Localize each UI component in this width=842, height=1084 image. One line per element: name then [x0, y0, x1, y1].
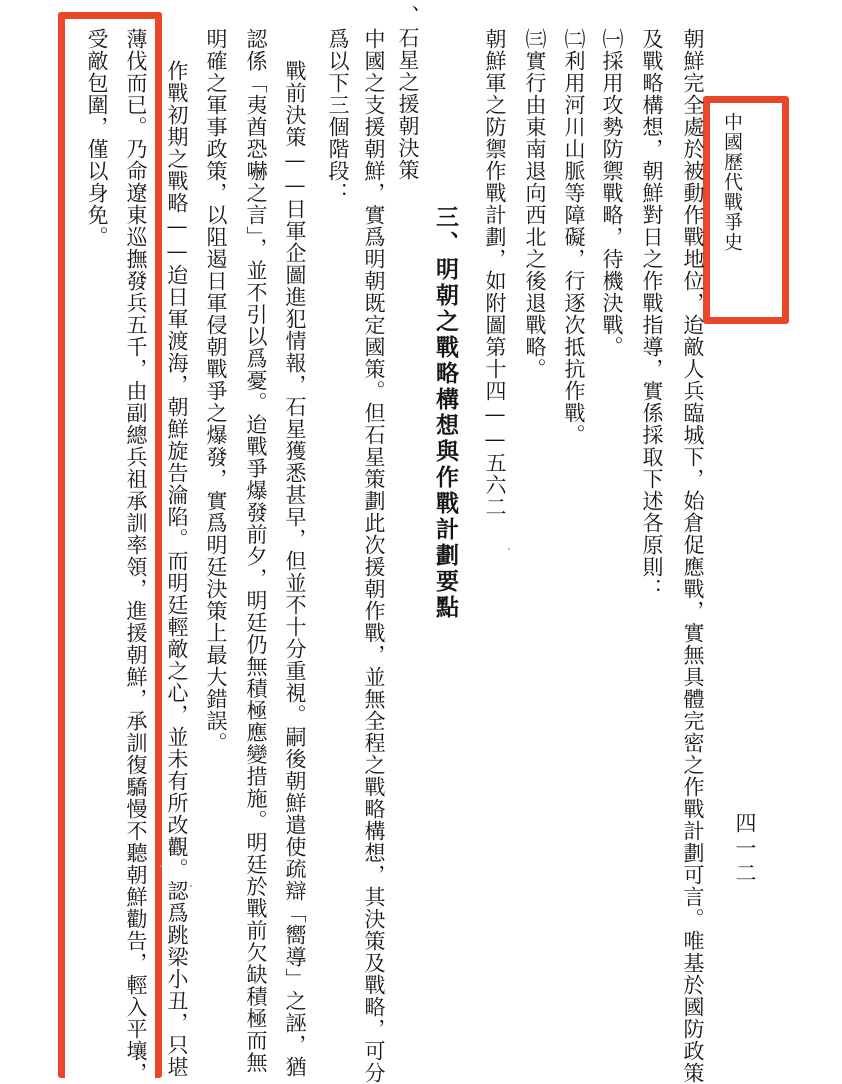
- text-column-13: 薄伐而已。乃命遼東巡撫發兵五千，由副總兵祖承訓率領，進援朝鮮，承訓復驕慢不聽朝鮮勸告，輕入平壤，: [124, 28, 148, 1084]
- book-title: 中國歷代戰爭史: [721, 112, 743, 252]
- text-column-11: 明確之軍事政策，以阻遏日軍侵朝戰爭之爆發，實爲明廷決策上最大錯誤。: [204, 28, 228, 754]
- text-column-14: 受敵包圍，僅以身免。: [85, 28, 109, 248]
- scan-speck: [508, 548, 510, 550]
- text-column-4: ㈡利用河川山脈等障礙，行逐次抵抗作戰。: [562, 28, 586, 446]
- text-column-2: 及戰略構想，朝鮮對日之作戰指導，實係採取下述各原則：: [640, 28, 664, 600]
- scan-speck: [160, 865, 162, 867]
- text-column-12: 作戰初期之戰略——迨日軍渡海，朝鮮旋告淪陷。而明廷輕敵之心，並未有所改觀。認爲跳梁小丑，只堪: [165, 60, 189, 1078]
- subsection-heading: 、石星之援朝決策: [396, 5, 420, 181]
- text-column-5: ㈢實行由東南退向西北之後退戰略。: [523, 28, 547, 380]
- text-column-6: 朝鮮軍之防禦作戰計劃，如附圖第十四——五六二: [483, 28, 507, 518]
- text-column-8: 爲以下三個階段：: [326, 28, 350, 204]
- scan-speck: [190, 885, 192, 887]
- text-column-3: ㈠採用攻勢防禦戰略，待機決戰。: [600, 28, 624, 358]
- text-column-9: 戰前決策——日軍企圖進犯情報，石星獲悉甚早，但並不十分重視。嗣後朝鮮遣使疏辯「嚮導」之誣，猶: [283, 60, 307, 1078]
- page-number: 四一二: [733, 812, 757, 887]
- section-heading: 三、明朝之戰略構想與作戰計劃要點: [432, 205, 459, 621]
- text-column-10: 認係「夷酋恐嚇之言」，並不引以爲憂。迨戰爭爆發前夕，明廷仍無積極應變措施。明廷於戰前欠缺積極而無: [244, 28, 268, 1074]
- text-column-1: 朝鮮完全處於被動作戰地位，迨敵人兵臨城下，始倉促應戰，實無具體完密之作戰計劃可言。唯基於國防政策: [681, 28, 705, 1084]
- text-column-7: 中國之支援朝鮮，實爲明朝既定國策。但石星策劃此次援朝作戰，並無全程之戰略構想，其決策及戰略，可分: [362, 28, 386, 1084]
- header-highlight-box: [703, 96, 789, 324]
